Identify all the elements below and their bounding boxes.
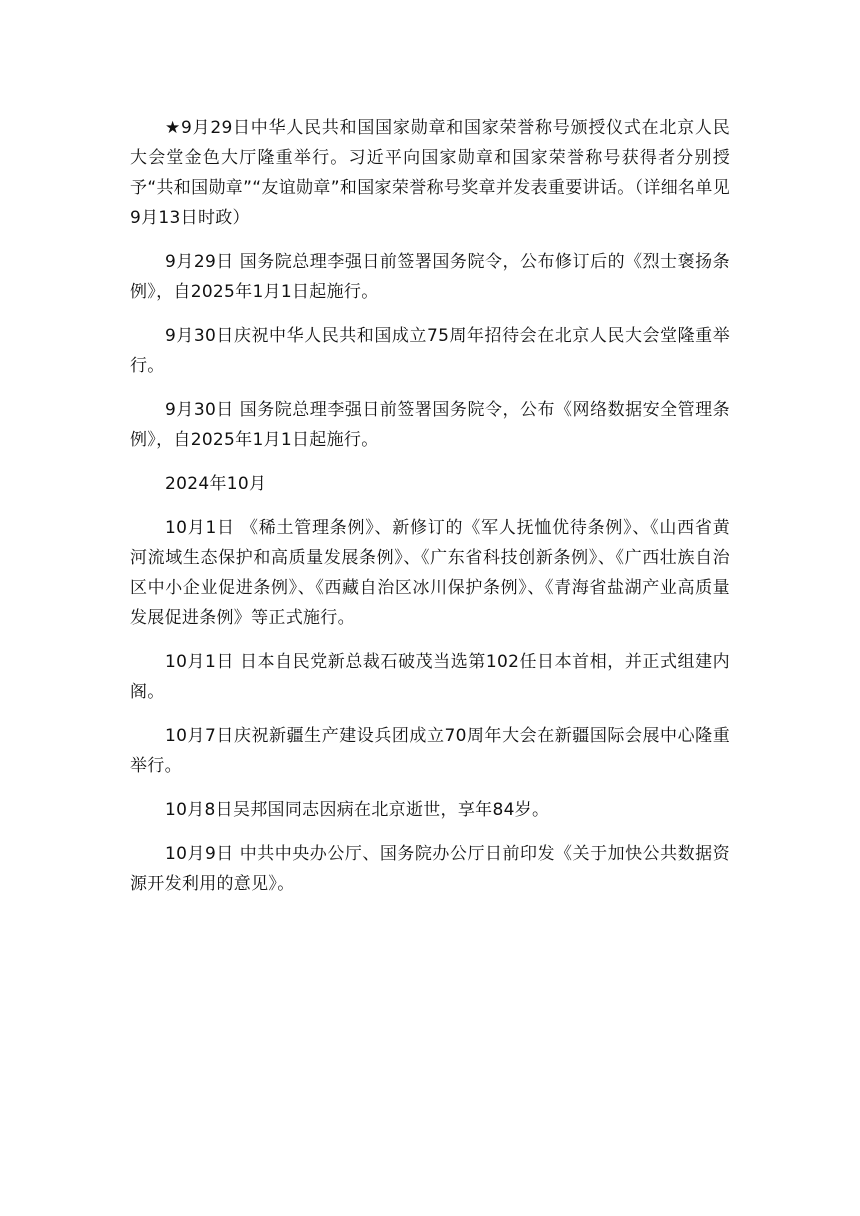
document-body — [130, 113, 730, 913]
paragraph-anniversary-reception: 9月30日庆祝中华人民共和国成立75周年招待会在北京人民大会堂隆重举行。 — [130, 326, 730, 376]
paragraph-public-data-opinion: 10月9日 中共中央办公厅、国务院办公厅日前印发《关于加快公共数据资源开发利用的意见》。 — [130, 844, 730, 894]
paragraph-medal-ceremony: ★9月29日中华人民共和国国家勋章和国家荣誉称号颁授仪式在北京人民大会堂金色大厅隆重举行。习近平向国家勋章和国家荣誉称号获得者分别授予“共和国勋章”“友谊勋章”和国家荣誉称号奖章并发表重要讲话。（详细名单见9月13日时政） — [130, 118, 730, 228]
paragraph-obituary: 10月8日吴邦国同志因病在北京逝世，享年84岁。 — [165, 800, 550, 820]
paragraph-regulations-effective: 10月1日 《稀土管理条例》、新修订的《军人抚恤优待条例》、《山西省黄河流域生态保护和高质量发展条例》、《广东省科技创新条例》、《广西壮族自治区中小企业促进条例》、《西藏自治区冰川保护条例》、《青海省盐湖产业高质量发展促进条例》等正式施行。 — [130, 518, 730, 628]
paragraph-network-data-regulation: 9月30日 国务院总理李强日前签署国务院令，公布《网络数据安全管理条例》，自2025年1月1日起施行。 — [130, 400, 730, 450]
paragraph-martyrs-regulation: 9月29日 国务院总理李强日前签署国务院令，公布修订后的《烈士褒扬条例》，自2025年1月1日起施行。 — [130, 252, 730, 302]
paragraph-japan-prime-minister: 10月1日 日本自民党新总裁石破茂当选第102任日本首相，并正式组建内阁。 — [130, 652, 730, 702]
paragraph-xinjiang-corps-anniversary: 10月7日庆祝新疆生产建设兵团成立70周年大会在新疆国际会展中心隆重举行。 — [130, 726, 730, 776]
section-heading-october: 2024年10月 — [165, 474, 267, 494]
